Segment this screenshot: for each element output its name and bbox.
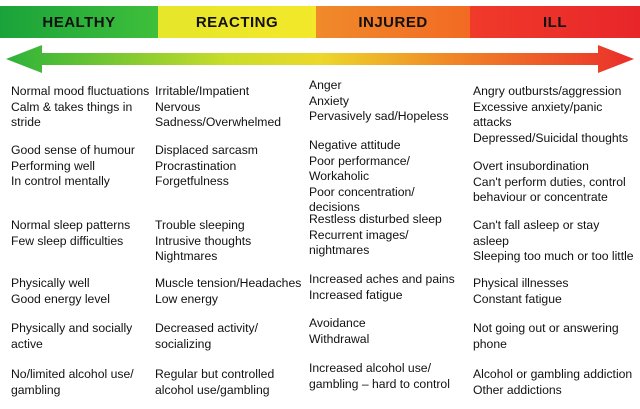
cell-line: Increased aches and pains [309, 272, 455, 286]
cell-injured-row-1 [309, 78, 449, 125]
cell-reacting-row-1 [155, 84, 281, 131]
cell-healthy-row-4 [11, 276, 110, 307]
cell-line: Forgetfulness [155, 174, 229, 188]
cell-healthy-row-3 [11, 218, 130, 249]
cell-line: Irritable/Impatient [155, 84, 250, 98]
cell-reacting-row-4 [155, 276, 301, 307]
cell-line: Procrastination [155, 158, 237, 173]
header-healthy: HEALTHY [0, 6, 158, 38]
cell-healthy-row-5 [11, 321, 132, 352]
cell-line: Decreased activity/ [155, 321, 258, 335]
cell-line: Anger [309, 78, 342, 92]
cell-line: Depressed/Suicidal thoughts [473, 130, 629, 145]
cell-line: Few sleep difficulties [11, 233, 124, 248]
cell-line: socializing [155, 336, 212, 351]
cell-ill-row-2 [473, 159, 626, 206]
cell-line: Sadness/Overwhelmed [155, 115, 281, 129]
cell-line: phone [473, 336, 507, 351]
cell-line: behaviour or concentrate [473, 190, 608, 204]
cell-line: Other addictions [473, 382, 562, 397]
cell-line: Angry outbursts/aggression [473, 84, 622, 98]
cell-line: Negative attitude [309, 138, 401, 152]
cell-injured-row-6 [309, 361, 450, 392]
cell-line: Can't fall asleep or stay [473, 218, 600, 232]
cell-line: Physically and socially [11, 321, 133, 335]
cell-line: Constant fatigue [473, 291, 562, 306]
cell-healthy-row-2 [11, 143, 135, 190]
cell-line: Excessive anxiety/panic [473, 99, 603, 114]
cell-reacting-row-6 [155, 367, 274, 398]
cell-line: Trouble sleeping [155, 218, 245, 232]
cell-line: Restless disturbed sleep [309, 212, 442, 226]
cell-line: decisions [309, 200, 360, 214]
cell-injured-row-5 [309, 316, 369, 347]
cell-line: Nightmares [155, 249, 218, 263]
cell-line: Workaholic [309, 169, 370, 183]
cell-line: attacks [473, 115, 512, 129]
cell-ill-row-1 [473, 84, 628, 146]
cell-healthy-row-1 [11, 84, 149, 131]
cell-line: Normal mood fluctuations [11, 84, 150, 98]
cell-line: gambling – hard to control [309, 376, 450, 391]
cell-line: Low energy [155, 291, 219, 306]
cell-line: Recurrent images/ [309, 227, 409, 242]
cell-line: active [11, 336, 43, 351]
cell-healthy-row-6 [11, 367, 134, 398]
cell-line: Physically well [11, 276, 90, 290]
cell-ill-row-3 [473, 218, 634, 265]
cell-line: Not going out or answering [473, 321, 619, 335]
cell-line: Poor performance/ [309, 153, 410, 168]
cell-line: Displaced sarcasm [155, 143, 258, 157]
cell-ill-row-4 [473, 276, 569, 307]
cell-line: No/limited alcohol use/ [11, 367, 134, 381]
cell-ill-row-6 [473, 367, 632, 398]
header-reacting: REACTING [158, 6, 316, 38]
cell-line: Overt insubordination [473, 159, 589, 173]
cell-line: Good sense of humour [11, 143, 135, 157]
cell-line: Pervasively sad/Hopeless [309, 109, 449, 123]
cell-line: Good energy level [11, 291, 110, 306]
cell-injured-row-2 [309, 138, 415, 216]
cell-line: Intrusive thoughts [155, 233, 252, 248]
header-injured: INJURED [316, 6, 470, 38]
cell-line: Can't perform duties, control [473, 174, 626, 189]
cell-line: gambling [11, 382, 61, 397]
cell-line: Physical illnesses [473, 276, 569, 290]
cell-line: alcohol use/gambling [155, 382, 270, 397]
cell-line: Alcohol or gambling addiction [473, 367, 633, 381]
continuum-arrow [0, 42, 640, 76]
cell-line: stride [11, 115, 41, 129]
cell-injured-row-3 [309, 212, 442, 259]
cell-line: Normal sleep patterns [11, 218, 131, 232]
cell-line: Anxiety [309, 93, 349, 108]
cell-line: Regular but controlled [155, 367, 275, 381]
cell-line: Increased alcohol use/ [309, 361, 431, 375]
cell-line: Calm & takes things in [11, 99, 133, 114]
continuum-arrow-shape [6, 45, 634, 73]
cell-ill-row-5 [473, 321, 619, 352]
cell-line: In control mentally [11, 174, 110, 188]
cell-line: Withdrawal [309, 331, 370, 346]
cell-line: Performing well [11, 158, 95, 173]
cell-line: Sleeping too much or too little [473, 249, 634, 263]
cell-line: nightmares [309, 243, 370, 257]
cell-line: asleep [473, 233, 509, 248]
cell-line: Avoidance [309, 316, 366, 330]
cell-reacting-row-3 [155, 218, 251, 265]
cell-injured-row-4 [309, 272, 455, 303]
cell-reacting-row-2 [155, 143, 258, 190]
cell-line: Increased fatigue [309, 287, 403, 302]
cell-line: Muscle tension/Headaches [155, 276, 302, 290]
cell-line: Poor concentration/ [309, 184, 415, 199]
cell-reacting-row-5 [155, 321, 258, 352]
header-ill: ILL [470, 6, 640, 38]
cell-line: Nervous [155, 99, 201, 114]
